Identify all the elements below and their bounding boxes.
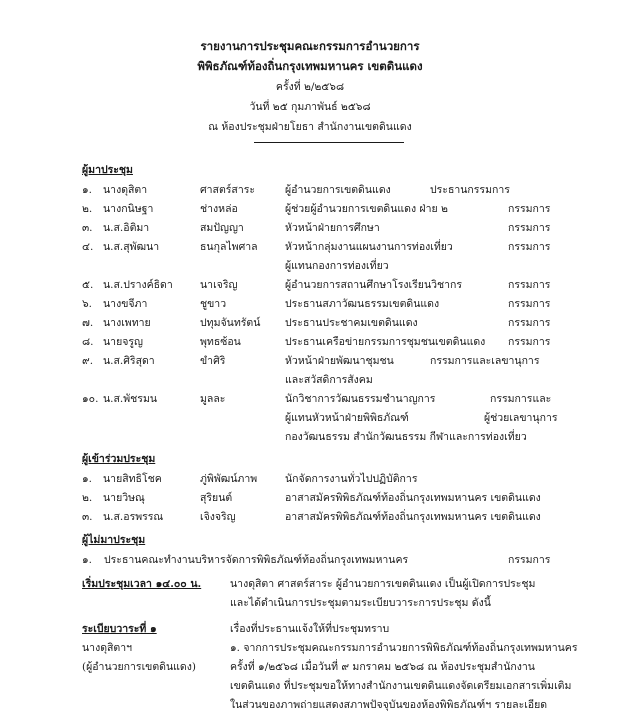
attendee-first-name: น.ส.ปรางค์ธิดา	[103, 279, 173, 291]
attendee-number: ๙.	[82, 355, 94, 367]
attendee-role: กรรมการ	[508, 298, 551, 310]
attendee-first-name: นางกนิษฐา	[103, 203, 154, 215]
guest-number: ๑.	[82, 473, 93, 485]
attendee-role: กรรมการ	[508, 222, 551, 234]
attendee-first-name: นางดุสิตา	[103, 184, 148, 196]
attendee-last-name: มูลละ	[200, 393, 226, 405]
attendee-number: ๘.	[82, 336, 94, 348]
attendee-number: ๑.	[82, 184, 93, 196]
start-line-1: นางดุสิตา ศาสตร์สาระ ผู้อำนวยการเขตดินแดง เป็นผู้เปิดการประชุม	[230, 578, 536, 590]
attendee-position: ประธานสภาวัฒนธรรมเขตดินแดง	[285, 298, 440, 310]
attendee-role: ผู้ช่วยเลขานุการ	[484, 412, 558, 424]
agenda-1-presenter-title: (ผู้อำนวยการเขตดินแดง)	[82, 661, 196, 673]
meeting-date: วันที่ ๒๕ กุมภาพันธ์ ๒๕๖๘	[249, 101, 371, 113]
report-title: รายงานการประชุมคณะกรรมการอำนวยการ	[200, 39, 420, 53]
absent-heading: ผู้ไม่มาประชุม	[82, 534, 146, 546]
attendee-last-name: ช่างหล่อ	[200, 203, 238, 215]
attendee-number: ๓.	[82, 222, 93, 234]
attendee-last-name: สมปัญญา	[200, 222, 244, 234]
absent-role: กรรมการ	[508, 554, 551, 566]
attendee-position: กองวัฒนธรรม สำนักวัฒนธรรม กีฬาและการท่องเที่ยว	[285, 431, 527, 443]
attendee-role: กรรมการและเลขานุการ	[430, 355, 540, 367]
attendee-first-name: น.ส.ศิริสุดา	[103, 355, 155, 367]
guest-first-name: นายวิษณุ	[103, 492, 145, 504]
attendee-position: หัวหน้ากลุ่มงานแผนงานการท่องเที่ยว	[285, 241, 453, 253]
guests-heading: ผู้เข้าร่วมประชุม	[82, 453, 156, 465]
agenda-1-line-2: ครั้งที่ ๑/๒๕๖๘ เมื่อวันที่ ๙ มกราคม ๒๕๖๘ ณ ห้องประชุมสำนักงาน	[230, 661, 535, 673]
start-line-2: และได้ดำเนินการประชุมตามระเบียบวาระการประชุม ดังนี้	[230, 597, 491, 609]
absent-text: ประธานคณะทำงานบริหารจัดการพิพิธภัณฑ์ท้องถิ่นกรุงเทพมหานคร	[104, 554, 409, 566]
attendee-first-name: น.ส.สุพัฒนา	[103, 241, 160, 253]
attendees-heading: ผู้มาประชุม	[82, 164, 133, 176]
attendee-role: กรรมการ	[508, 336, 551, 348]
attendee-first-name: น.ส.อิติมา	[103, 222, 150, 234]
attendee-first-name: นางเพทาย	[103, 317, 151, 329]
agenda-1-label: ระเบียบวาระที่ ๑	[82, 623, 157, 635]
attendee-number: ๒.	[82, 203, 93, 215]
meeting-venue: ณ ห้องประชุมฝ่ายโยธา สำนักงานเขตดินแดง	[208, 121, 412, 133]
guest-position: อาสาสมัครพิพิธภัณฑ์ท้องถิ่นกรุงเทพมหานคร เขตดินแดง	[285, 511, 541, 523]
attendee-position: ประธานเครือข่ายกรรมการชุมชนเขตดินแดง	[285, 336, 486, 348]
start-label: เริ่มประชุมเวลา ๑๔.๐๐ น.	[82, 578, 202, 590]
attendee-last-name: ศาสตร์สาระ	[200, 184, 256, 196]
attendee-last-name: ปทุมจันทรัตน์	[200, 317, 261, 329]
guest-last-name: ภู่พิพัฒน์ภาพ	[200, 473, 258, 485]
attendee-position: ผู้อำนวยการสถานศึกษาโรงเรียนวิชากร	[285, 279, 463, 291]
attendee-number: ๔.	[82, 241, 94, 253]
attendee-role: ประธานกรรมการ	[430, 184, 510, 196]
attendee-position: และสวัสดิการสังคม	[285, 374, 373, 386]
attendee-position: หัวหน้าฝ่ายพัฒนาชุมชน	[285, 355, 394, 367]
attendee-role: กรรมการ	[508, 203, 551, 215]
attendee-number: ๗.	[82, 317, 94, 329]
museum-name: พิพิธภัณฑ์ท้องถิ่นกรุงเทพมหานคร เขตดินแดง	[197, 59, 423, 73]
guest-last-name: เจิงจริญ	[200, 511, 236, 523]
attendee-position: นักวิชาการวัฒนธรรมชำนาญการ	[285, 393, 436, 405]
attendee-position: ผู้แทนหัวหน้าฝ่ายพิพิธภัณฑ์	[285, 412, 409, 424]
attendee-last-name: ขำศิริ	[200, 355, 226, 367]
attendee-first-name: นายจรูญ	[103, 336, 143, 348]
agenda-1-title: เรื่องที่ประธานแจ้งให้ที่ประชุมทราบ	[230, 623, 390, 635]
attendee-first-name: นางขจีภา	[103, 298, 148, 310]
attendee-number: ๖.	[82, 298, 93, 310]
attendee-last-name: ชูขาว	[200, 298, 227, 310]
header-divider	[254, 142, 404, 143]
attendee-position: ประธานประชาคมเขตดินแดง	[285, 317, 418, 329]
agenda-1-line-1: ๑. จากการประชุมคณะกรรมการอำนวยการพิพิธภัณฑ์ท้องถิ่นกรุงเทพมหานคร	[230, 642, 578, 654]
guest-last-name: สุริยนต์	[200, 492, 233, 504]
meeting-number: ครั้งที่ ๒/๒๕๖๘	[275, 81, 345, 93]
absent-number: ๑.	[82, 554, 93, 566]
attendee-role: กรรมการ	[508, 317, 551, 329]
agenda-1-line-4: ในส่วนของภาพถ่ายแสดงสภาพปัจจุบันของห้องพิพิธภัณฑ์ฯ รายละเอียด	[230, 699, 548, 711]
attendee-role: กรรมการและ	[490, 393, 552, 405]
guest-position: นักจัดการงานทั่วไปปฏิบัติการ	[285, 473, 418, 485]
guest-first-name: น.ส.อรพรรณ	[103, 511, 164, 523]
attendee-position: หัวหน้าฝ่ายการศึกษา	[285, 222, 380, 234]
attendee-role: กรรมการ	[508, 279, 551, 291]
guest-number: ๓.	[82, 511, 93, 523]
attendee-number: ๕.	[82, 279, 94, 291]
agenda-1-presenter: นางดุสิตาฯ	[82, 642, 133, 654]
guest-number: ๒.	[82, 492, 93, 504]
attendee-role: กรรมการ	[508, 241, 551, 253]
attendee-position: ผู้แทนกองการท่องเที่ยว	[285, 260, 389, 272]
attendee-last-name: นาเจริญ	[200, 279, 238, 291]
attendee-last-name: พุทธซ้อน	[200, 336, 241, 348]
attendee-number: ๑๐.	[82, 393, 99, 405]
attendee-position: ผู้ช่วยผู้อำนวยการเขตดินแดง ฝ่าย ๒	[285, 203, 448, 215]
agenda-1-line-3: เขตดินแดง ที่ประชุมขอให้ทางสำนักงานเขตดินแดงจัดเตรียมเอกสารเพิ่มเติม	[230, 680, 572, 692]
guest-position: อาสาสมัครพิพิธภัณฑ์ท้องถิ่นกรุงเทพมหานคร เขตดินแดง	[285, 492, 541, 504]
attendee-first-name: น.ส.พัชรมน	[103, 393, 158, 405]
guest-first-name: นายสิทธิโชค	[103, 473, 162, 485]
attendee-position: ผู้อำนวยการเขตดินแดง	[285, 184, 391, 196]
attendee-last-name: ธนกุลไพศาล	[200, 241, 258, 253]
